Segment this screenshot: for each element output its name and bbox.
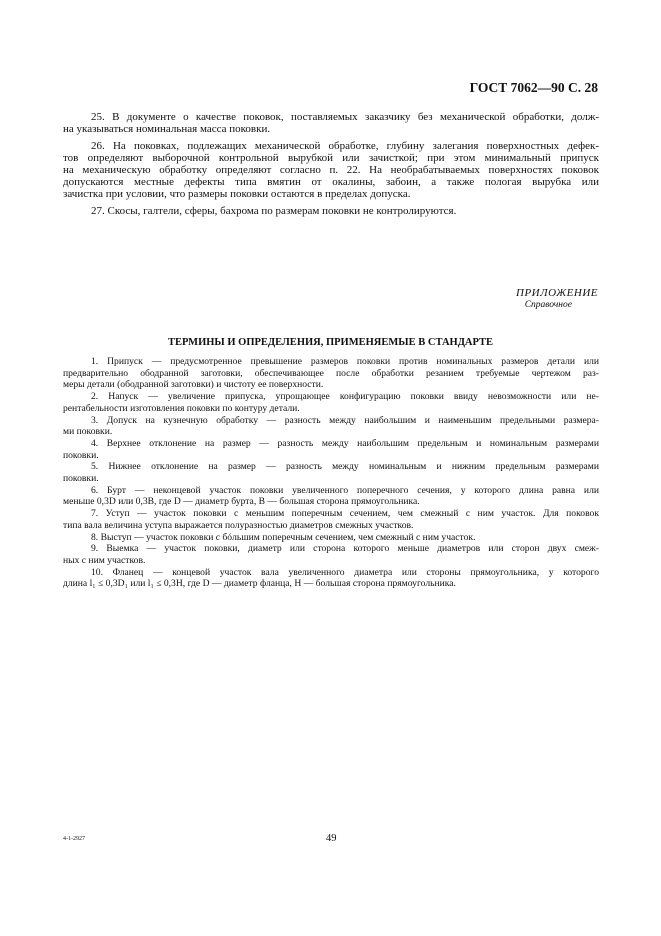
definition-item (63, 543, 599, 566)
text-line: на механическую обработку определяют согласно п. 22. На необрабатываемых поверхностях поковок (63, 164, 599, 176)
text-line: поковки. (63, 473, 99, 485)
document-header: ГОСТ 7062—90 С. 28 (469, 80, 598, 95)
definition-item (63, 567, 599, 590)
text-line: 4. Верхнее отклонение на размер — разность между наибольшим предельным и номинальным размерами (91, 437, 599, 449)
text-line: 1. Припуск — предусмотренное превышение размеров поковки против номинальных размеров детали или (91, 356, 599, 367)
text-line: 9. Выемка — участок поковки, диаметр или сторона которого меньше диаметров или сторон двух смеж- (91, 543, 599, 555)
page-number: 49 (326, 833, 337, 844)
text-line: 6. Бурт — неконцевой участок поковки увеличенного поперечного сечения, у которого длина равна или (91, 484, 599, 496)
text-line: 25. В документе о качестве поковок, поставляемых заказчику без механической обработки, долж- (91, 111, 599, 123)
appendix-subtitle: Справочное (524, 300, 572, 310)
text-line: зачистка при условии, что размеры поковки остаются в пределах допуска. (63, 188, 411, 200)
text-line: рентабельности изготовления поковки по контуру детали. (63, 402, 300, 414)
text-line: меры детали (ободранной заготовки) и чистоту ее поверхности. (63, 379, 324, 391)
definition-item (63, 391, 599, 414)
definitions-list (63, 356, 599, 590)
appendix-title: ПРИЛОЖЕНИЕ (516, 287, 598, 299)
text-line: ных с ним участков. (63, 554, 146, 566)
text-line: допускаются местные дефекты типа вмятин от окалины, забоин, а также пологая вырубка или (63, 176, 599, 188)
paragraph (63, 205, 599, 217)
text-line: 27. Скосы, галтели, сферы, бахрома по размерам поковки не контролируются. (91, 205, 457, 217)
section-title: ТЕРМИНЫ И ОПРЕДЕЛЕНИЯ, ПРИМЕНЯЕМЫЕ В СТАНДАРТЕ (167, 337, 494, 348)
footer-code: 4-1-2927 (63, 836, 85, 842)
text-line: предварительно ободранной заготовки, обеспечивающее после обработки резанием требуемые чертежом раз- (63, 367, 599, 379)
paragraph (63, 111, 599, 135)
text-line: поковки. (63, 449, 99, 461)
definition-item (63, 438, 599, 461)
main-text (63, 111, 599, 222)
text-line: 10. Фланец — концевой участок вала увеличенного диаметра или стороны прямоугольника, у которого (91, 566, 599, 578)
text-line: 2. Напуск — увеличение припуска, упрощающее конфигурацию поковки ввиду невозможности или не- (91, 391, 599, 403)
definition-item (63, 415, 599, 438)
definition-item (63, 356, 599, 391)
definition-item (63, 485, 599, 508)
definition-item (63, 461, 599, 484)
text-line: 5. Нижнее отклонение на размер — разность между номинальным и нижним предельным размерами (91, 461, 599, 473)
text-line: типа вала величина уступа выражается полуразностью диаметров смежных участков. (63, 519, 414, 531)
text-line: 8. Выступ — участок поковки с бóльшим поперечным сечением, чем смежный с ним участок. (91, 531, 476, 543)
definition-item (63, 508, 599, 531)
definition-item (63, 532, 599, 544)
text-line: на указываться номинальная масса поковки. (63, 123, 271, 135)
paragraph (63, 140, 599, 200)
text-line: меньше 0,3D или 0,3B, где D — диаметр бурта, B — большая сторона прямоугольника. (63, 496, 420, 508)
appendix-label (516, 287, 598, 310)
text-line: 26. На поковках, подлежащих механической обработке, глубину залегания поверхностных дефек- (91, 140, 599, 152)
text-line: 7. Уступ — участок поковки с меньшим поперечным сечением, чем смежный с ним участок. Для поковок (91, 508, 599, 520)
text-line: длина l₁ ≤ 0,3D₁ или l₁ ≤ 0,3H, где D — диаметр фланца, H — большая сторона прямоугольника. (63, 578, 456, 590)
text-line: 3. Допуск на кузнечную обработку — разность между наибольшим и наименьшим предельными размера- (91, 414, 599, 426)
text-line: ми поковки. (63, 426, 113, 438)
text-line: тов определяют выборочной контрольной вырубкой или зачисткой; при этом минимальный припуск (63, 152, 599, 164)
